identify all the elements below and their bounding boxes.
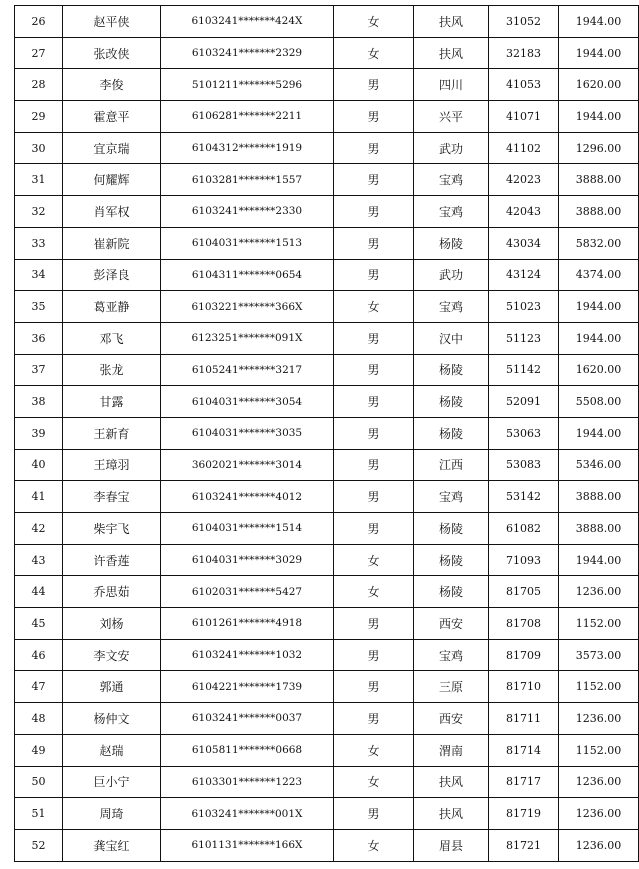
gender-cell: 女 bbox=[334, 734, 414, 766]
gender-cell: 男 bbox=[334, 481, 414, 513]
gender-cell: 男 bbox=[334, 449, 414, 481]
row-number-cell: 48 bbox=[15, 703, 63, 735]
name-cell: 柴宇飞 bbox=[63, 513, 161, 545]
id-number-cell: 6106281*******2211 bbox=[161, 101, 334, 133]
name-cell: 王新育 bbox=[63, 417, 161, 449]
table-row bbox=[15, 608, 639, 640]
gender-cell: 男 bbox=[334, 417, 414, 449]
name-cell: 宜京瑞 bbox=[63, 132, 161, 164]
id-number-cell: 6104311*******0654 bbox=[161, 259, 334, 291]
amount-cell: 4374.00 bbox=[559, 259, 639, 291]
amount-cell: 1944.00 bbox=[559, 101, 639, 133]
table-row bbox=[15, 766, 639, 798]
code-cell: 43034 bbox=[489, 227, 559, 259]
gender-cell: 女 bbox=[334, 829, 414, 861]
name-cell: 霍意平 bbox=[63, 101, 161, 133]
amount-cell: 1944.00 bbox=[559, 544, 639, 576]
origin-cell: 江西 bbox=[414, 449, 489, 481]
origin-cell: 兴平 bbox=[414, 101, 489, 133]
code-cell: 51142 bbox=[489, 354, 559, 386]
row-number-cell: 26 bbox=[15, 6, 63, 38]
gender-cell: 男 bbox=[334, 354, 414, 386]
code-cell: 81721 bbox=[489, 829, 559, 861]
amount-cell: 1236.00 bbox=[559, 829, 639, 861]
row-number-cell: 44 bbox=[15, 576, 63, 608]
code-cell: 53142 bbox=[489, 481, 559, 513]
gender-cell: 女 bbox=[334, 766, 414, 798]
row-number-cell: 37 bbox=[15, 354, 63, 386]
row-number-cell: 35 bbox=[15, 291, 63, 323]
code-cell: 81710 bbox=[489, 671, 559, 703]
row-number-cell: 39 bbox=[15, 417, 63, 449]
table-row bbox=[15, 417, 639, 449]
gender-cell: 男 bbox=[334, 513, 414, 545]
code-cell: 51123 bbox=[489, 322, 559, 354]
name-cell: 葛亚静 bbox=[63, 291, 161, 323]
roster-body bbox=[15, 6, 639, 862]
name-cell: 肖军权 bbox=[63, 196, 161, 228]
origin-cell: 宝鸡 bbox=[414, 291, 489, 323]
code-cell: 52091 bbox=[489, 386, 559, 418]
id-number-cell: 6103241*******2329 bbox=[161, 37, 334, 69]
table-row bbox=[15, 37, 639, 69]
id-number-cell: 3602021*******3014 bbox=[161, 449, 334, 481]
origin-cell: 武功 bbox=[414, 259, 489, 291]
origin-cell: 杨陵 bbox=[414, 227, 489, 259]
gender-cell: 男 bbox=[334, 671, 414, 703]
row-number-cell: 30 bbox=[15, 132, 63, 164]
name-cell: 郭通 bbox=[63, 671, 161, 703]
gender-cell: 男 bbox=[334, 227, 414, 259]
gender-cell: 男 bbox=[334, 69, 414, 101]
table-row bbox=[15, 481, 639, 513]
id-number-cell: 6103241*******1032 bbox=[161, 639, 334, 671]
name-cell: 刘杨 bbox=[63, 608, 161, 640]
name-cell: 巨小宁 bbox=[63, 766, 161, 798]
code-cell: 31052 bbox=[489, 6, 559, 38]
table-row bbox=[15, 227, 639, 259]
origin-cell: 杨陵 bbox=[414, 513, 489, 545]
code-cell: 81709 bbox=[489, 639, 559, 671]
origin-cell: 杨陵 bbox=[414, 354, 489, 386]
amount-cell: 1944.00 bbox=[559, 322, 639, 354]
code-cell: 51023 bbox=[489, 291, 559, 323]
roster-table bbox=[14, 5, 639, 862]
id-number-cell: 6105811*******0668 bbox=[161, 734, 334, 766]
amount-cell: 1152.00 bbox=[559, 734, 639, 766]
amount-cell: 3573.00 bbox=[559, 639, 639, 671]
gender-cell: 女 bbox=[334, 576, 414, 608]
amount-cell: 1236.00 bbox=[559, 703, 639, 735]
gender-cell: 男 bbox=[334, 608, 414, 640]
id-number-cell: 5101211*******5296 bbox=[161, 69, 334, 101]
code-cell: 81717 bbox=[489, 766, 559, 798]
origin-cell: 杨陵 bbox=[414, 544, 489, 576]
amount-cell: 1152.00 bbox=[559, 671, 639, 703]
id-number-cell: 6123251*******091X bbox=[161, 322, 334, 354]
code-cell: 42023 bbox=[489, 164, 559, 196]
amount-cell: 1296.00 bbox=[559, 132, 639, 164]
name-cell: 乔思茹 bbox=[63, 576, 161, 608]
row-number-cell: 33 bbox=[15, 227, 63, 259]
id-number-cell: 6103241*******2330 bbox=[161, 196, 334, 228]
code-cell: 53063 bbox=[489, 417, 559, 449]
name-cell: 张龙 bbox=[63, 354, 161, 386]
row-number-cell: 46 bbox=[15, 639, 63, 671]
code-cell: 53083 bbox=[489, 449, 559, 481]
name-cell: 杨仲文 bbox=[63, 703, 161, 735]
row-number-cell: 40 bbox=[15, 449, 63, 481]
name-cell: 龚宝红 bbox=[63, 829, 161, 861]
row-number-cell: 34 bbox=[15, 259, 63, 291]
origin-cell: 杨陵 bbox=[414, 417, 489, 449]
row-number-cell: 47 bbox=[15, 671, 63, 703]
origin-cell: 渭南 bbox=[414, 734, 489, 766]
table-row bbox=[15, 6, 639, 38]
amount-cell: 1236.00 bbox=[559, 798, 639, 830]
row-number-cell: 50 bbox=[15, 766, 63, 798]
name-cell: 何耀辉 bbox=[63, 164, 161, 196]
id-number-cell: 6103281*******1557 bbox=[161, 164, 334, 196]
row-number-cell: 41 bbox=[15, 481, 63, 513]
code-cell: 41102 bbox=[489, 132, 559, 164]
id-number-cell: 6104031*******3054 bbox=[161, 386, 334, 418]
code-cell: 41053 bbox=[489, 69, 559, 101]
code-cell: 81705 bbox=[489, 576, 559, 608]
origin-cell: 扶风 bbox=[414, 798, 489, 830]
table-row bbox=[15, 671, 639, 703]
origin-cell: 宝鸡 bbox=[414, 196, 489, 228]
table-row bbox=[15, 703, 639, 735]
origin-cell: 汉中 bbox=[414, 322, 489, 354]
table-row bbox=[15, 69, 639, 101]
origin-cell: 扶风 bbox=[414, 6, 489, 38]
gender-cell: 男 bbox=[334, 196, 414, 228]
row-number-cell: 52 bbox=[15, 829, 63, 861]
name-cell: 李俊 bbox=[63, 69, 161, 101]
origin-cell: 宝鸡 bbox=[414, 164, 489, 196]
amount-cell: 5832.00 bbox=[559, 227, 639, 259]
id-number-cell: 6103241*******424X bbox=[161, 6, 334, 38]
amount-cell: 3888.00 bbox=[559, 513, 639, 545]
code-cell: 43124 bbox=[489, 259, 559, 291]
row-number-cell: 27 bbox=[15, 37, 63, 69]
name-cell: 甘露 bbox=[63, 386, 161, 418]
code-cell: 42043 bbox=[489, 196, 559, 228]
id-number-cell: 6103301*******1223 bbox=[161, 766, 334, 798]
table-row bbox=[15, 513, 639, 545]
id-number-cell: 6101261*******4918 bbox=[161, 608, 334, 640]
origin-cell: 宝鸡 bbox=[414, 639, 489, 671]
amount-cell: 3888.00 bbox=[559, 481, 639, 513]
gender-cell: 女 bbox=[334, 37, 414, 69]
id-number-cell: 6102031*******5427 bbox=[161, 576, 334, 608]
row-number-cell: 31 bbox=[15, 164, 63, 196]
origin-cell: 武功 bbox=[414, 132, 489, 164]
id-number-cell: 6104031*******1514 bbox=[161, 513, 334, 545]
table-row bbox=[15, 544, 639, 576]
origin-cell: 扶风 bbox=[414, 766, 489, 798]
amount-cell: 5346.00 bbox=[559, 449, 639, 481]
origin-cell: 杨陵 bbox=[414, 386, 489, 418]
origin-cell: 西安 bbox=[414, 703, 489, 735]
name-cell: 崔新院 bbox=[63, 227, 161, 259]
table-row bbox=[15, 734, 639, 766]
name-cell: 邓飞 bbox=[63, 322, 161, 354]
row-number-cell: 42 bbox=[15, 513, 63, 545]
gender-cell: 女 bbox=[334, 6, 414, 38]
name-cell: 彭泽良 bbox=[63, 259, 161, 291]
table-row bbox=[15, 291, 639, 323]
code-cell: 61082 bbox=[489, 513, 559, 545]
code-cell: 81714 bbox=[489, 734, 559, 766]
gender-cell: 男 bbox=[334, 703, 414, 735]
origin-cell: 四川 bbox=[414, 69, 489, 101]
row-number-cell: 28 bbox=[15, 69, 63, 101]
table-row bbox=[15, 576, 639, 608]
amount-cell: 1236.00 bbox=[559, 766, 639, 798]
name-cell: 李文安 bbox=[63, 639, 161, 671]
code-cell: 32183 bbox=[489, 37, 559, 69]
id-number-cell: 6104221*******1739 bbox=[161, 671, 334, 703]
table-row bbox=[15, 386, 639, 418]
origin-cell: 扶风 bbox=[414, 37, 489, 69]
id-number-cell: 6101131*******166X bbox=[161, 829, 334, 861]
id-number-cell: 6104031*******1513 bbox=[161, 227, 334, 259]
amount-cell: 1152.00 bbox=[559, 608, 639, 640]
amount-cell: 1620.00 bbox=[559, 354, 639, 386]
name-cell: 周琦 bbox=[63, 798, 161, 830]
gender-cell: 男 bbox=[334, 639, 414, 671]
table-row bbox=[15, 259, 639, 291]
row-number-cell: 43 bbox=[15, 544, 63, 576]
gender-cell: 女 bbox=[334, 544, 414, 576]
id-number-cell: 6104312*******1919 bbox=[161, 132, 334, 164]
table-row bbox=[15, 829, 639, 861]
amount-cell: 1944.00 bbox=[559, 37, 639, 69]
table-row bbox=[15, 449, 639, 481]
amount-cell: 3888.00 bbox=[559, 164, 639, 196]
gender-cell: 女 bbox=[334, 291, 414, 323]
origin-cell: 眉县 bbox=[414, 829, 489, 861]
table-row bbox=[15, 164, 639, 196]
id-number-cell: 6103221*******366X bbox=[161, 291, 334, 323]
amount-cell: 3888.00 bbox=[559, 196, 639, 228]
table-row bbox=[15, 798, 639, 830]
row-number-cell: 51 bbox=[15, 798, 63, 830]
name-cell: 赵平侠 bbox=[63, 6, 161, 38]
id-number-cell: 6103241*******4012 bbox=[161, 481, 334, 513]
id-number-cell: 6103241*******0037 bbox=[161, 703, 334, 735]
row-number-cell: 36 bbox=[15, 322, 63, 354]
row-number-cell: 45 bbox=[15, 608, 63, 640]
gender-cell: 男 bbox=[334, 798, 414, 830]
amount-cell: 1944.00 bbox=[559, 417, 639, 449]
code-cell: 81719 bbox=[489, 798, 559, 830]
table-row bbox=[15, 354, 639, 386]
row-number-cell: 38 bbox=[15, 386, 63, 418]
amount-cell: 1944.00 bbox=[559, 291, 639, 323]
code-cell: 71093 bbox=[489, 544, 559, 576]
row-number-cell: 32 bbox=[15, 196, 63, 228]
amount-cell: 5508.00 bbox=[559, 386, 639, 418]
gender-cell: 男 bbox=[334, 164, 414, 196]
origin-cell: 杨陵 bbox=[414, 576, 489, 608]
gender-cell: 男 bbox=[334, 259, 414, 291]
code-cell: 81711 bbox=[489, 703, 559, 735]
table-row bbox=[15, 101, 639, 133]
id-number-cell: 6104031*******3035 bbox=[161, 417, 334, 449]
name-cell: 李春宝 bbox=[63, 481, 161, 513]
origin-cell: 宝鸡 bbox=[414, 481, 489, 513]
amount-cell: 1236.00 bbox=[559, 576, 639, 608]
table-row bbox=[15, 639, 639, 671]
id-number-cell: 6105241*******3217 bbox=[161, 354, 334, 386]
gender-cell: 男 bbox=[334, 132, 414, 164]
code-cell: 41071 bbox=[489, 101, 559, 133]
origin-cell: 西安 bbox=[414, 608, 489, 640]
table-row bbox=[15, 196, 639, 228]
amount-cell: 1944.00 bbox=[559, 6, 639, 38]
gender-cell: 男 bbox=[334, 322, 414, 354]
gender-cell: 男 bbox=[334, 101, 414, 133]
origin-cell: 三原 bbox=[414, 671, 489, 703]
row-number-cell: 49 bbox=[15, 734, 63, 766]
row-number-cell: 29 bbox=[15, 101, 63, 133]
name-cell: 许香莲 bbox=[63, 544, 161, 576]
amount-cell: 1620.00 bbox=[559, 69, 639, 101]
id-number-cell: 6104031*******3029 bbox=[161, 544, 334, 576]
id-number-cell: 6103241*******001X bbox=[161, 798, 334, 830]
name-cell: 赵瑞 bbox=[63, 734, 161, 766]
name-cell: 王璋羽 bbox=[63, 449, 161, 481]
table-row bbox=[15, 132, 639, 164]
gender-cell: 男 bbox=[334, 386, 414, 418]
table-row bbox=[15, 322, 639, 354]
name-cell: 张改侠 bbox=[63, 37, 161, 69]
code-cell: 81708 bbox=[489, 608, 559, 640]
